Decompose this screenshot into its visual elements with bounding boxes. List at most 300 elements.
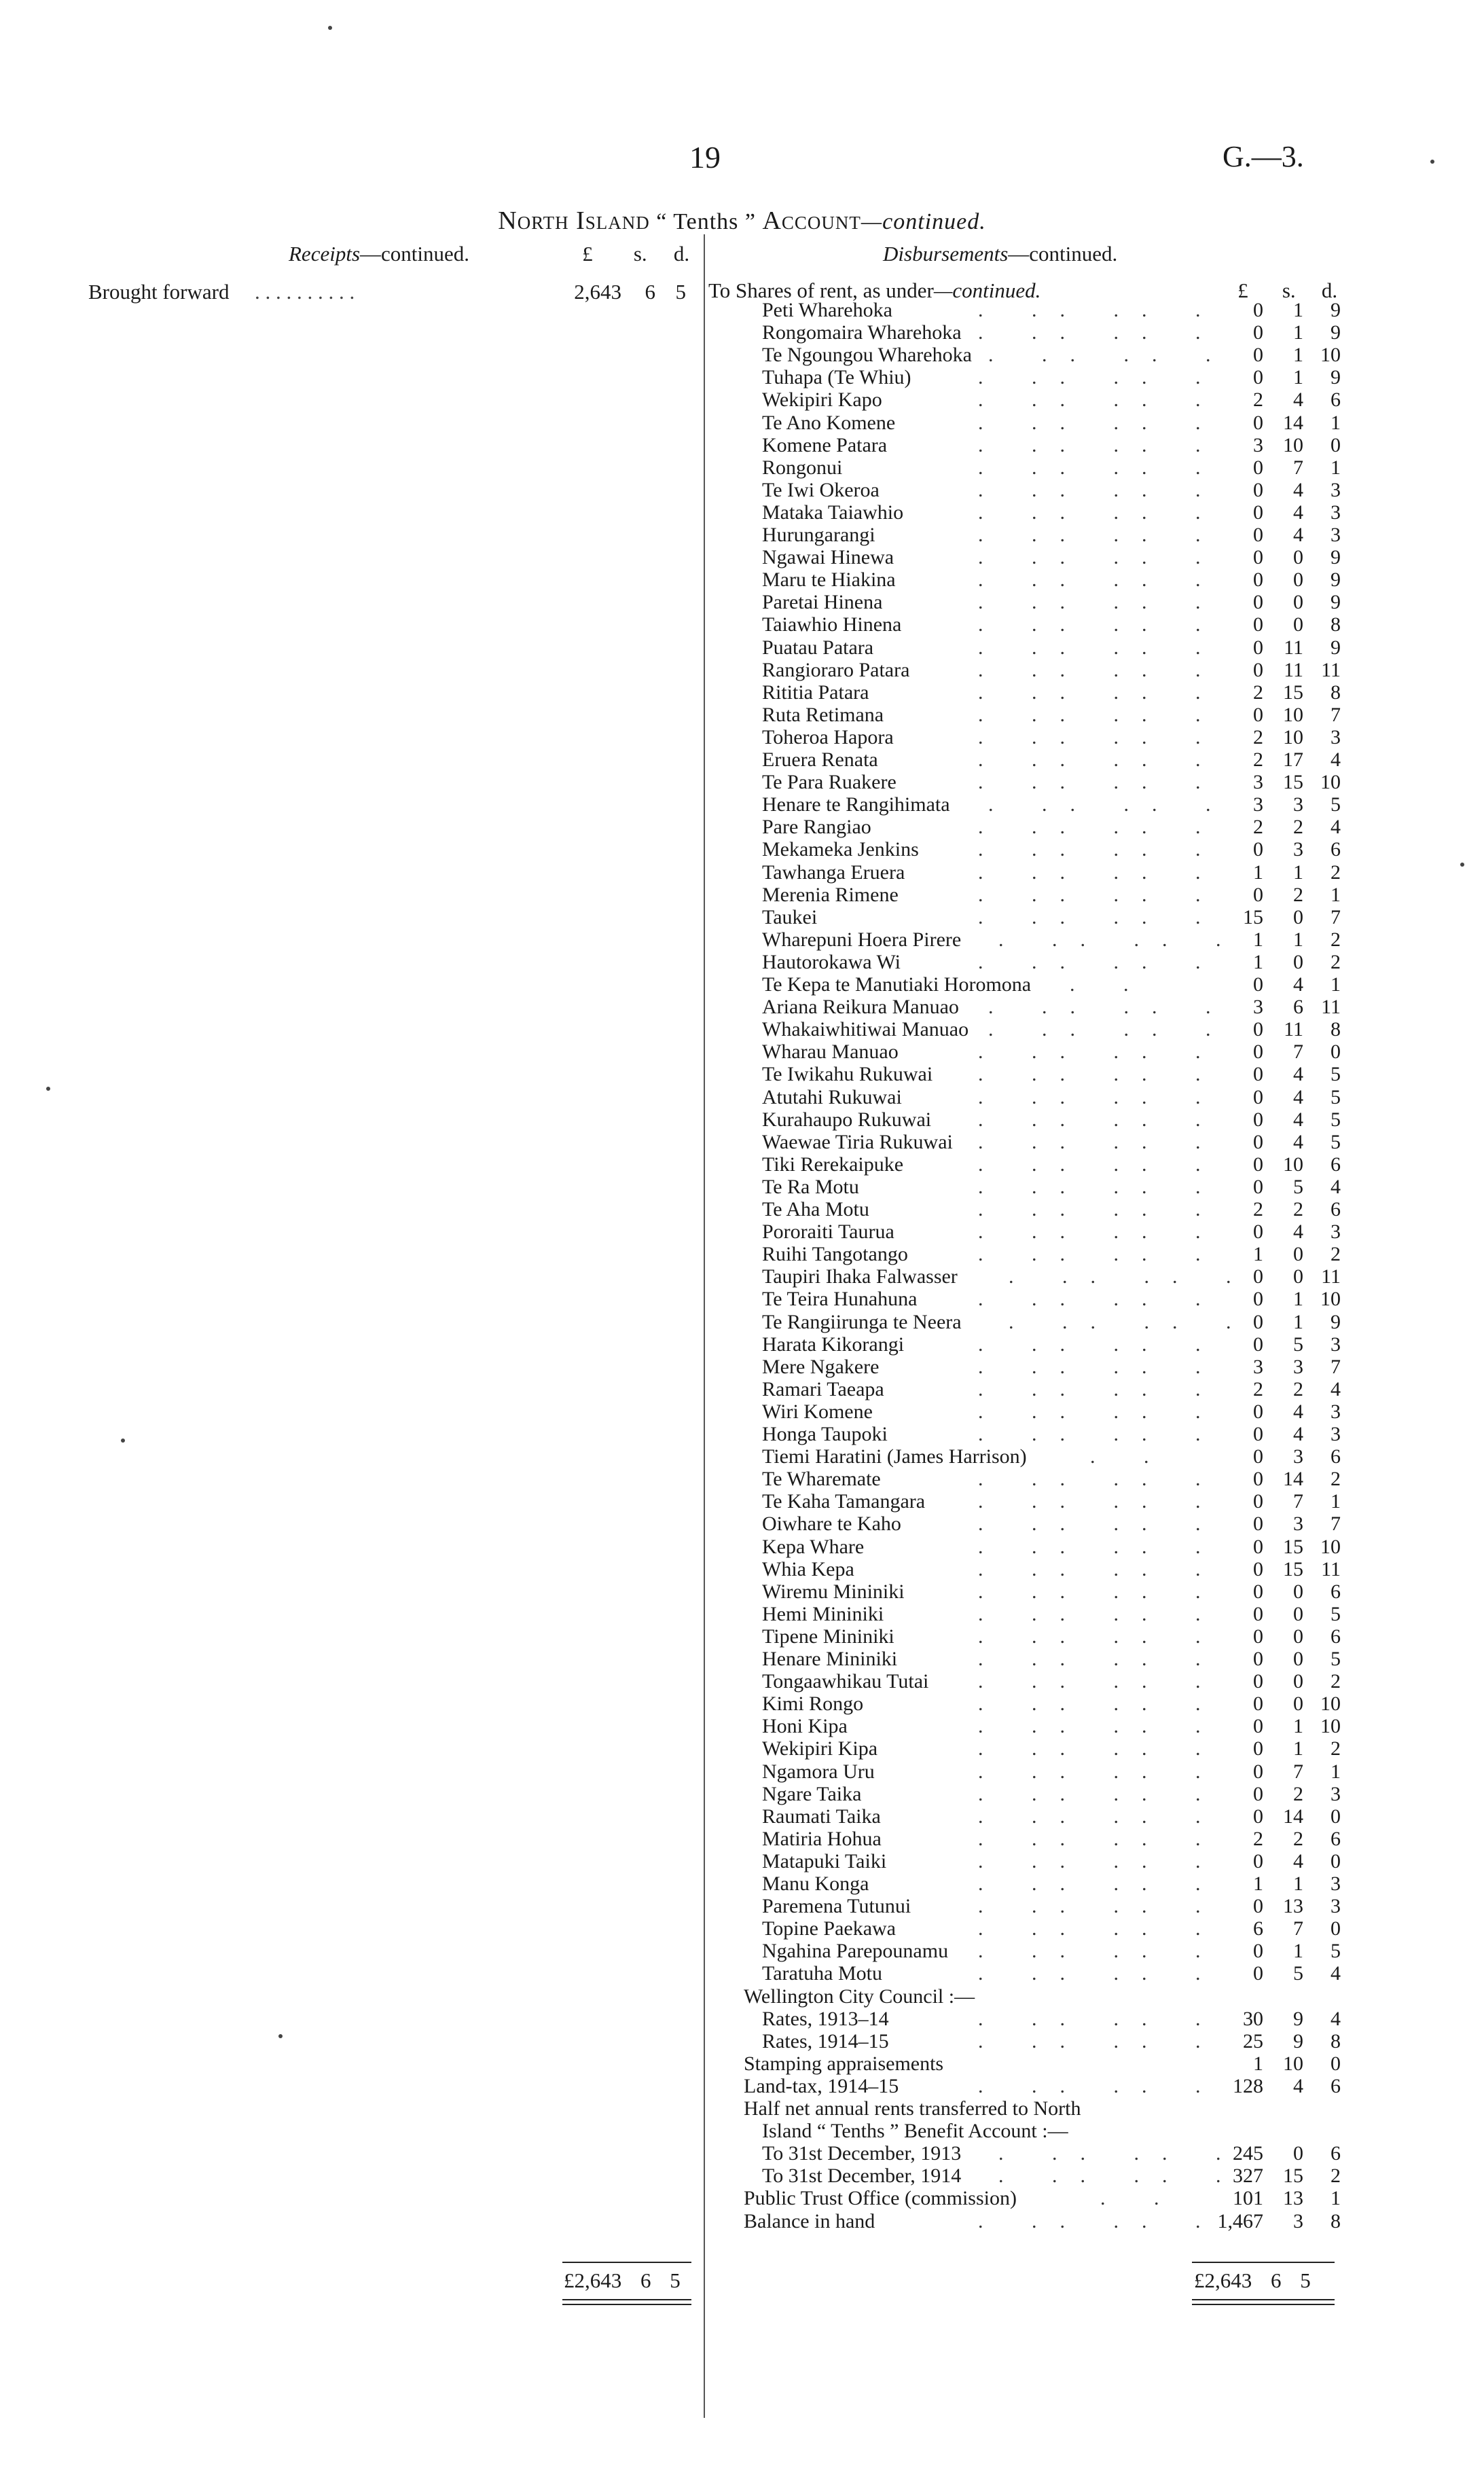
amount-pounds: 2 xyxy=(1253,388,1263,412)
payee-name: Te Wharemate xyxy=(762,1468,881,1491)
table-row xyxy=(0,546,1484,568)
table-row xyxy=(0,1378,1484,1400)
amount-shillings: 4 xyxy=(1293,524,1303,546)
payee-name: Hurungarangi xyxy=(762,524,875,546)
payee-name: Raumati Taika xyxy=(762,1805,881,1828)
payee-name: Topine Paekawa xyxy=(762,1917,896,1940)
amount-pence: 8 xyxy=(1331,613,1341,636)
amount-pence: 2 xyxy=(1331,1670,1341,1693)
table-row xyxy=(0,1153,1484,1176)
amount-pence: 2 xyxy=(1331,861,1341,884)
table-row xyxy=(0,1962,1484,1985)
amount-pounds: 2 xyxy=(1253,1827,1263,1850)
leader-dots: . . . . . . xyxy=(978,1063,1202,1086)
amount-shillings: 4 xyxy=(1293,1849,1303,1872)
amount-pounds: 0 xyxy=(1253,1513,1263,1536)
table-row xyxy=(0,2052,1484,2075)
brought-forward-pence: 5 xyxy=(675,280,686,304)
payee-name: Land-tax, 1914–15 xyxy=(744,2074,899,2097)
amount-shillings: 0 xyxy=(1293,1625,1303,1648)
amount-shillings: 7 xyxy=(1293,1041,1303,1064)
amount-shillings: 4 xyxy=(1293,973,1303,996)
payee-name: Puatau Patara xyxy=(762,636,874,659)
amount-pence: 0 xyxy=(1331,1849,1341,1872)
amount-pounds: 1 xyxy=(1253,928,1263,951)
table-row xyxy=(0,973,1484,996)
payee-name: Tipene Mininiki xyxy=(762,1625,894,1648)
amount-shillings: 5 xyxy=(1293,1175,1303,1198)
amount-pence: 8 xyxy=(1331,681,1341,704)
payee-name: Taratuha Motu xyxy=(762,1962,883,1985)
amount-pence: 3 xyxy=(1331,1400,1341,1423)
leader-dots: . . . . . . xyxy=(978,1333,1202,1356)
amount-pence: 1 xyxy=(1331,883,1341,906)
table-row xyxy=(0,501,1484,524)
amount-shillings: 11 xyxy=(1284,636,1303,659)
amount-shillings: 15 xyxy=(1283,2165,1303,2188)
amount-pence: 8 xyxy=(1331,2029,1341,2052)
amount-pence: 1 xyxy=(1331,456,1341,479)
leader-dots: . . . . . . xyxy=(978,388,1202,412)
amount-pounds: 0 xyxy=(1253,703,1263,726)
amount-shillings: 7 xyxy=(1293,1917,1303,1940)
amount-pence: 5 xyxy=(1331,793,1341,816)
leader-dots: . . . . . . xyxy=(978,1940,1202,1963)
amount-pounds: 0 xyxy=(1253,1648,1263,1670)
amount-pence: 9 xyxy=(1331,1310,1341,1333)
payee-name: Wharau Manuao xyxy=(762,1041,899,1064)
amount-pounds: 0 xyxy=(1253,456,1263,479)
table-row xyxy=(0,1580,1484,1603)
amount-shillings: 2 xyxy=(1293,816,1303,839)
payee-name: Manu Konga xyxy=(762,1872,869,1895)
leader-dots: . . . . . . xyxy=(978,771,1202,794)
amount-pounds: 2 xyxy=(1253,681,1263,704)
receipts-total-rule-bottom xyxy=(562,2299,691,2300)
payee-name: Honi Kipa xyxy=(762,1715,848,1738)
amount-shillings: 1 xyxy=(1293,1310,1303,1333)
amount-shillings: 9 xyxy=(1293,2007,1303,2030)
amount-shillings: 15 xyxy=(1283,1557,1303,1580)
leader-dots: . . . . . . xyxy=(978,748,1202,771)
leader-dots: . . . . . . xyxy=(978,501,1202,524)
amount-shillings: 3 xyxy=(1293,1445,1303,1468)
amount-pence: 1 xyxy=(1331,1760,1341,1783)
leader-dots: . . . . . . xyxy=(978,1175,1202,1198)
amount-pence: 10 xyxy=(1320,1693,1341,1716)
leader-dots: . . . . . . xyxy=(978,2074,1202,2097)
table-row xyxy=(0,1311,1484,1333)
amount-shillings: 4 xyxy=(1293,388,1303,412)
amount-pence: 1 xyxy=(1331,973,1341,996)
amount-pounds: 2 xyxy=(1253,748,1263,771)
amount-pounds: 1,467 xyxy=(1217,2209,1263,2232)
payee-name: Mataka Taiawhio xyxy=(762,501,904,524)
amount-shillings: 5 xyxy=(1293,1962,1303,1985)
table-row xyxy=(0,1356,1484,1378)
amount-shillings: 2 xyxy=(1293,883,1303,906)
amount-shillings: 0 xyxy=(1293,1580,1303,1603)
payee-name: Tawhanga Eruera xyxy=(762,861,905,884)
table-row xyxy=(0,1693,1484,1715)
payee-name: Paremena Tutunui xyxy=(762,1895,911,1918)
table-row xyxy=(0,861,1484,884)
payee-name: Te Iwikahu Rukuwai xyxy=(762,1063,933,1086)
table-row xyxy=(0,1760,1484,1783)
table-row xyxy=(0,1490,1484,1513)
table-row xyxy=(0,1063,1484,1085)
table-row xyxy=(0,1108,1484,1131)
amount-shillings: 4 xyxy=(1293,478,1303,501)
leader-dots: . . . . . . xyxy=(978,1130,1202,1153)
amount-pence: 9 xyxy=(1331,636,1341,659)
leader-dots: . . . . . . xyxy=(978,1782,1202,1805)
amount-pounds: 0 xyxy=(1253,883,1263,906)
amount-pence: 3 xyxy=(1331,1895,1341,1918)
table-row xyxy=(0,928,1484,951)
payee-name: Ngawai Hinewa xyxy=(762,546,894,569)
amount-shillings: 3 xyxy=(1293,1355,1303,1378)
amount-shillings: 15 xyxy=(1283,771,1303,794)
leader-dots: . . . . . . xyxy=(978,1827,1202,1850)
amount-pence: 0 xyxy=(1331,2052,1341,2075)
amount-pounds: 0 xyxy=(1253,1535,1263,1558)
amount-shillings: 10 xyxy=(1283,725,1303,748)
amount-pence: 3 xyxy=(1331,725,1341,748)
amount-shillings: 1 xyxy=(1293,299,1303,321)
disbursements-total-rule-double xyxy=(1192,2304,1335,2305)
payee-name: Rititia Patara xyxy=(762,681,869,704)
amount-pounds: 0 xyxy=(1253,321,1263,344)
amount-pence: 9 xyxy=(1331,299,1341,321)
amount-shillings: 1 xyxy=(1293,861,1303,884)
amount-shillings: 6 xyxy=(1293,996,1303,1019)
disbursements-total-pounds: £2,643 xyxy=(1194,2268,1252,2292)
leader-dots: . . . . . . xyxy=(998,2142,1223,2165)
table-row xyxy=(0,1670,1484,1693)
payee-name: Kepa Whare xyxy=(762,1535,865,1558)
amount-pence: 4 xyxy=(1331,1175,1341,1198)
receipts-heading xyxy=(289,242,469,266)
amount-pence: 6 xyxy=(1331,2074,1341,2097)
amount-pounds: 0 xyxy=(1253,1220,1263,1244)
amount-pounds: 0 xyxy=(1253,1423,1263,1445)
table-row xyxy=(0,2187,1484,2209)
payee-name: Harata Kikorangi xyxy=(762,1333,905,1356)
amount-pounds: 1 xyxy=(1253,2052,1263,2075)
amount-pence: 9 xyxy=(1331,366,1341,389)
amount-pounds: 0 xyxy=(1253,1018,1263,1041)
leader-dots: . . . . . . xyxy=(978,1670,1202,1693)
payee-name: Rates, 1913–14 xyxy=(762,2007,889,2030)
table-row xyxy=(0,1468,1484,1490)
amount-pounds: 1 xyxy=(1253,950,1263,973)
leader-dots: . . . . . . xyxy=(978,703,1202,726)
leader-dots: . . . . . . xyxy=(978,1805,1202,1828)
amount-pounds: 0 xyxy=(1253,1782,1263,1805)
leader-dots: . . . . . . xyxy=(978,838,1202,861)
leader-dots: . . . . . . xyxy=(978,1377,1202,1400)
disbursements-col-pence: d. xyxy=(1321,278,1338,302)
amount-pounds: 0 xyxy=(1253,1333,1263,1356)
table-row xyxy=(0,1131,1484,1153)
amount-pence: 5 xyxy=(1331,1085,1341,1108)
leader-dots: . . . . . . xyxy=(978,1557,1202,1580)
disbursements-col-shillings: s. xyxy=(1282,278,1296,302)
payee-name: Rangioraro Patara xyxy=(762,658,910,681)
amount-pounds: 0 xyxy=(1253,1737,1263,1760)
leader-dots: . . . . . . xyxy=(978,681,1202,704)
to-shares-continued: —continued. xyxy=(933,278,1041,302)
payee-name: Te Ngoungou Wharehoka xyxy=(762,344,972,367)
amount-shillings: 4 xyxy=(1293,2074,1303,2097)
amount-shillings: 4 xyxy=(1293,1423,1303,1445)
payee-name: Whakaiwhitiwai Manuao xyxy=(762,1018,969,1041)
payee-name: Henare Mininiki xyxy=(762,1648,898,1670)
amount-pounds: 0 xyxy=(1253,1130,1263,1153)
amount-pounds: 0 xyxy=(1253,613,1263,636)
leader-dots: . . . . . . xyxy=(978,1085,1202,1108)
leader-dots: . . . . . . xyxy=(978,816,1202,839)
amount-shillings: 1 xyxy=(1293,366,1303,389)
amount-pounds: 3 xyxy=(1253,1355,1263,1378)
leader-dots: . . . . . . xyxy=(978,524,1202,546)
amount-pounds: 15 xyxy=(1243,905,1263,928)
print-speck xyxy=(328,26,332,30)
leader-dots: . . . . . . xyxy=(978,591,1202,614)
table-row xyxy=(0,2097,1484,2120)
amount-pence: 9 xyxy=(1331,568,1341,592)
amount-shillings: 9 xyxy=(1293,2029,1303,2052)
leader-dots: . . . . . . xyxy=(978,883,1202,906)
leader-dots: . . xyxy=(1090,1445,1151,1468)
payee-name: Te Kepa te Manutiaki Horomona xyxy=(762,973,1032,996)
payee-name: Wellington City Council :— xyxy=(744,1985,975,2008)
payee-name: Peti Wharehoka xyxy=(762,299,892,321)
receipts-col-pounds: £ xyxy=(582,242,593,266)
payee-name: Toheroa Hapora xyxy=(762,725,894,748)
disbursements-total-rule-top xyxy=(1192,2262,1335,2263)
table-row xyxy=(0,1041,1484,1063)
amount-shillings: 2 xyxy=(1293,1377,1303,1400)
amount-pounds: 0 xyxy=(1253,501,1263,524)
amount-shillings: 1 xyxy=(1293,1288,1303,1311)
leader-dots: . . . . . . xyxy=(978,1625,1202,1648)
amount-pounds: 0 xyxy=(1253,973,1263,996)
amount-shillings: 13 xyxy=(1283,2187,1303,2210)
table-row xyxy=(0,1220,1484,1243)
payee-name: Taukei xyxy=(762,905,818,928)
table-row xyxy=(0,1400,1484,1423)
amount-shillings: 0 xyxy=(1293,546,1303,569)
amount-shillings: 2 xyxy=(1293,1827,1303,1850)
table-row xyxy=(0,1536,1484,1558)
payee-name: To 31st December, 1914 xyxy=(762,2165,962,2188)
amount-shillings: 0 xyxy=(1293,1693,1303,1716)
amount-pence: 0 xyxy=(1331,433,1341,456)
payee-name: Mere Ngakere xyxy=(762,1355,880,1378)
payee-name: Ngare Taika xyxy=(762,1782,862,1805)
table-row xyxy=(0,1940,1484,1962)
amount-shillings: 0 xyxy=(1293,1602,1303,1625)
amount-pence: 2 xyxy=(1331,950,1341,973)
amount-pence: 5 xyxy=(1331,1108,1341,1131)
leader-dots: . . . . . . xyxy=(978,2209,1202,2232)
disbursements-total-rule-bottom xyxy=(1192,2299,1335,2300)
table-row xyxy=(0,996,1484,1018)
amount-pounds: 0 xyxy=(1253,478,1263,501)
leader-dots: . . xyxy=(1070,973,1130,996)
leader-dots: . . . . . . xyxy=(978,1602,1202,1625)
amount-shillings: 0 xyxy=(1293,568,1303,592)
amount-pence: 3 xyxy=(1331,1782,1341,1805)
table-row xyxy=(0,1715,1484,1737)
amount-pence: 3 xyxy=(1331,501,1341,524)
amount-pounds: 0 xyxy=(1253,1602,1263,1625)
amount-pounds: 0 xyxy=(1253,658,1263,681)
table-row xyxy=(0,1603,1484,1625)
amount-pounds: 0 xyxy=(1253,546,1263,569)
table-row xyxy=(0,1985,1484,2008)
amount-shillings: 10 xyxy=(1283,433,1303,456)
leader-dots: . . . . . . xyxy=(978,1849,1202,1872)
table-row xyxy=(0,456,1484,479)
leader-dots: . . . . . . xyxy=(978,366,1202,389)
amount-pounds: 101 xyxy=(1233,2187,1263,2210)
brought-forward-label: Brought forward xyxy=(88,280,230,304)
to-shares-label: To Shares of rent, as under xyxy=(708,278,934,302)
amount-shillings: 13 xyxy=(1283,1895,1303,1918)
table-row xyxy=(0,1828,1484,1850)
amount-shillings: 4 xyxy=(1293,1085,1303,1108)
amount-pence: 11 xyxy=(1321,658,1341,681)
disbursements-total-shillings: 6 xyxy=(1271,2268,1282,2292)
amount-pounds: 3 xyxy=(1253,793,1263,816)
amount-shillings: 15 xyxy=(1283,681,1303,704)
payee-name: Mekameka Jenkins xyxy=(762,838,919,861)
disbursements-total-pence: 5 xyxy=(1300,2268,1311,2292)
receipts-total-rule-top xyxy=(562,2262,691,2263)
table-row xyxy=(0,2030,1484,2052)
leader-dots: . . . . . . xyxy=(978,636,1202,659)
amount-pence: 3 xyxy=(1331,478,1341,501)
amount-pounds: 1 xyxy=(1253,1243,1263,1266)
leader-dots: . . . . . . xyxy=(978,1423,1202,1445)
amount-pence: 10 xyxy=(1320,344,1341,367)
print-speck xyxy=(1460,863,1464,867)
amount-pence: 3 xyxy=(1331,524,1341,546)
amount-pence: 11 xyxy=(1321,1557,1341,1580)
table-row xyxy=(0,568,1484,591)
table-row xyxy=(0,1086,1484,1108)
table-row xyxy=(0,748,1484,771)
amount-pence: 3 xyxy=(1331,1423,1341,1445)
payee-name: Matiria Hohua xyxy=(762,1827,882,1850)
amount-pounds: 0 xyxy=(1253,1580,1263,1603)
leader-dots: . . . . . . xyxy=(978,1198,1202,1220)
amount-pence: 5 xyxy=(1331,1063,1341,1086)
amount-pence: 10 xyxy=(1320,1535,1341,1558)
amount-pounds: 0 xyxy=(1253,1445,1263,1468)
amount-pence: 6 xyxy=(1331,1625,1341,1648)
amount-pence: 2 xyxy=(1331,928,1341,951)
payee-name: Ruihi Tangotango xyxy=(762,1243,908,1266)
table-row xyxy=(0,412,1484,434)
table-row xyxy=(0,434,1484,456)
table-row xyxy=(0,726,1484,748)
amount-shillings: 1 xyxy=(1293,1940,1303,1963)
payee-name: Matapuki Taiki xyxy=(762,1849,887,1872)
amount-pounds: 2 xyxy=(1253,816,1263,839)
amount-shillings: 3 xyxy=(1293,838,1303,861)
table-row xyxy=(0,321,1484,344)
leader-dots: . . . . . . xyxy=(978,568,1202,592)
table-row xyxy=(0,1423,1484,1445)
amount-pence: 0 xyxy=(1331,1805,1341,1828)
title-account: Account xyxy=(762,206,861,235)
payee-name: Te Aha Motu xyxy=(762,1198,869,1220)
table-row xyxy=(0,2142,1484,2165)
leader-dots: . . . . . . xyxy=(978,1580,1202,1603)
leader-dots: . . . . . . xyxy=(978,1962,1202,1985)
payee-name: Kurahaupo Rukuwai xyxy=(762,1108,932,1131)
amount-pence: 5 xyxy=(1331,1648,1341,1670)
page-number: 19 xyxy=(689,140,721,175)
leader-dots: . . xyxy=(1100,2187,1161,2210)
table-row xyxy=(0,793,1484,816)
amount-pence: 7 xyxy=(1331,703,1341,726)
leader-dots: . . . . . . xyxy=(988,793,1212,816)
brought-forward-pounds: 2,643 xyxy=(574,280,621,304)
table-row xyxy=(0,2120,1484,2142)
amount-pence: 2 xyxy=(1331,1243,1341,1266)
payee-name: Balance in hand xyxy=(744,2209,875,2232)
amount-pence: 2 xyxy=(1331,1468,1341,1491)
amount-pounds: 0 xyxy=(1253,1940,1263,1963)
amount-pounds: 2 xyxy=(1253,725,1263,748)
amount-pounds: 245 xyxy=(1233,2142,1263,2165)
leader-dots: . . . . . . xyxy=(978,1648,1202,1670)
disbursements-heading-rest: —continued. xyxy=(1008,242,1118,266)
amount-shillings: 10 xyxy=(1283,1153,1303,1176)
disbursements-heading xyxy=(883,242,1117,266)
amount-shillings: 10 xyxy=(1283,2052,1303,2075)
leader-dots: . . . . . . xyxy=(988,996,1212,1019)
leader-dots: . . . . . . xyxy=(978,411,1202,434)
page-title xyxy=(0,206,1484,236)
table-row xyxy=(0,838,1484,861)
amount-shillings: 4 xyxy=(1293,1108,1303,1131)
amount-pence: 6 xyxy=(1331,1198,1341,1220)
amount-shillings: 14 xyxy=(1283,411,1303,434)
payee-name: Public Trust Office (commission) xyxy=(744,2187,1017,2210)
payee-name: Hautorokawa Wi xyxy=(762,950,901,973)
table-row xyxy=(0,1625,1484,1648)
amount-shillings: 1 xyxy=(1293,1737,1303,1760)
amount-pence: 4 xyxy=(1331,1962,1341,1985)
amount-shillings: 4 xyxy=(1293,1130,1303,1153)
payee-name: Te Iwi Okeroa xyxy=(762,478,880,501)
table-row xyxy=(0,681,1484,704)
payee-name: Ruta Retimana xyxy=(762,703,884,726)
receipts-col-shillings: s. xyxy=(633,242,647,266)
amount-pounds: 0 xyxy=(1253,1557,1263,1580)
amount-pounds: 2 xyxy=(1253,1377,1263,1400)
amount-pounds: 0 xyxy=(1253,1468,1263,1491)
amount-pounds: 0 xyxy=(1253,411,1263,434)
receipts-total-rule-double xyxy=(562,2304,691,2305)
table-row xyxy=(0,1895,1484,1917)
